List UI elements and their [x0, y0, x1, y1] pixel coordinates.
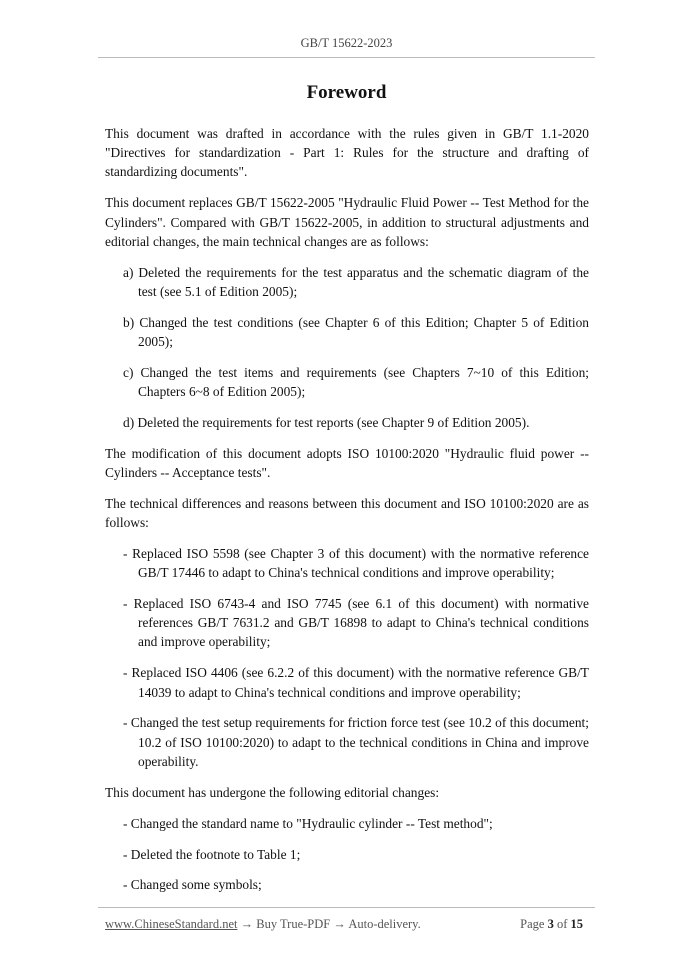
list-item: - Changed some symbols;: [123, 877, 262, 893]
list-item: - Deleted the footnote to Table 1;: [123, 846, 301, 862]
header-divider: [98, 57, 595, 58]
arrow-right-icon: →: [240, 917, 254, 931]
list-item: - Replaced ISO 6743-4 and ISO 7745 (see 6.1 of this document) with normative references GB/T 7631.2 and GB/T 16898 to adapt to China's technical conditions and improve operability;: [123, 596, 589, 650]
page-number: [520, 917, 583, 932]
paragraph-drafting-rules: This document was drafted in accordance with the rules given in GB/T 1.1-2020 "Directives for standardization - Part 1: Rules for the structure and drafting of standardizing documents".: [105, 126, 589, 180]
current-page: 3: [547, 917, 554, 931]
footer-divider: [98, 907, 595, 908]
list-item: d) Deleted the requirements for test reports (see Chapter 9 of Edition 2005).: [123, 414, 530, 430]
arrow-right-icon: →: [333, 917, 346, 931]
page-label: Page: [520, 917, 545, 931]
list-item: c) Changed the test items and requirements (see Chapters 7~10 of this Edition; Chapters 6~8 of Edition 2005);: [123, 364, 589, 399]
list-item: - Changed the test setup requirements for friction force test (see 10.2 of this document; 10.2 of ISO 10100:2020) to adapt to the technical conditions in China and improve operability.: [123, 715, 589, 769]
auto-delivery-text: Auto-delivery.: [348, 917, 421, 931]
list-item: a) Deleted the requirements for the test apparatus and the schematic diagram of the test (see 5.1 of Edition 2005);: [123, 264, 589, 299]
footer-links: [105, 917, 421, 932]
paragraph-technical-differences: The technical differences and reasons between this document and ISO 10100:2020 are as follows:: [105, 495, 589, 531]
paragraph-editorial-changes: This document has undergone the following editorial changes:: [105, 784, 440, 800]
list-item: - Replaced ISO 5598 (see Chapter 3 of this document) with the normative reference GB/T 17446 to adapt to China's technical conditions and improve operability;: [123, 545, 589, 581]
document-body: [105, 124, 589, 906]
site-link[interactable]: www.ChineseStandard.net: [105, 917, 238, 931]
total-pages: 15: [570, 917, 583, 931]
buy-pdf-link[interactable]: Buy True-PDF: [256, 917, 331, 931]
of-label: of: [556, 917, 568, 931]
paragraph-iso-adoption: The modification of this document adopts ISO 10100:2020 "Hydraulic fluid power -- Cylinders -- Acceptance tests".: [105, 445, 589, 480]
page-title: Foreword: [306, 82, 387, 103]
list-item: b) Changed the test conditions (see Chapter 6 of this Edition; Chapter 5 of Edition 2005);: [123, 314, 589, 349]
list-item: - Replaced ISO 4406 (see 6.2.2 of this document) with the normative reference GB/T 14039 to adapt to China's technical conditions and improve operability;: [123, 665, 589, 700]
page-header: [0, 36, 693, 51]
list-item: - Changed the standard name to "Hydraulic cylinder -- Test method";: [123, 815, 493, 831]
paragraph-replacement: This document replaces GB/T 15622-2005 "Hydraulic Fluid Power -- Test Method for the Cylinders". Compared with GB/T 15622-2005, in addition to structural adjustments and editorial changes, the main technical changes are as follows:: [105, 195, 589, 249]
standard-number: GB/T 15622-2023: [300, 36, 393, 50]
